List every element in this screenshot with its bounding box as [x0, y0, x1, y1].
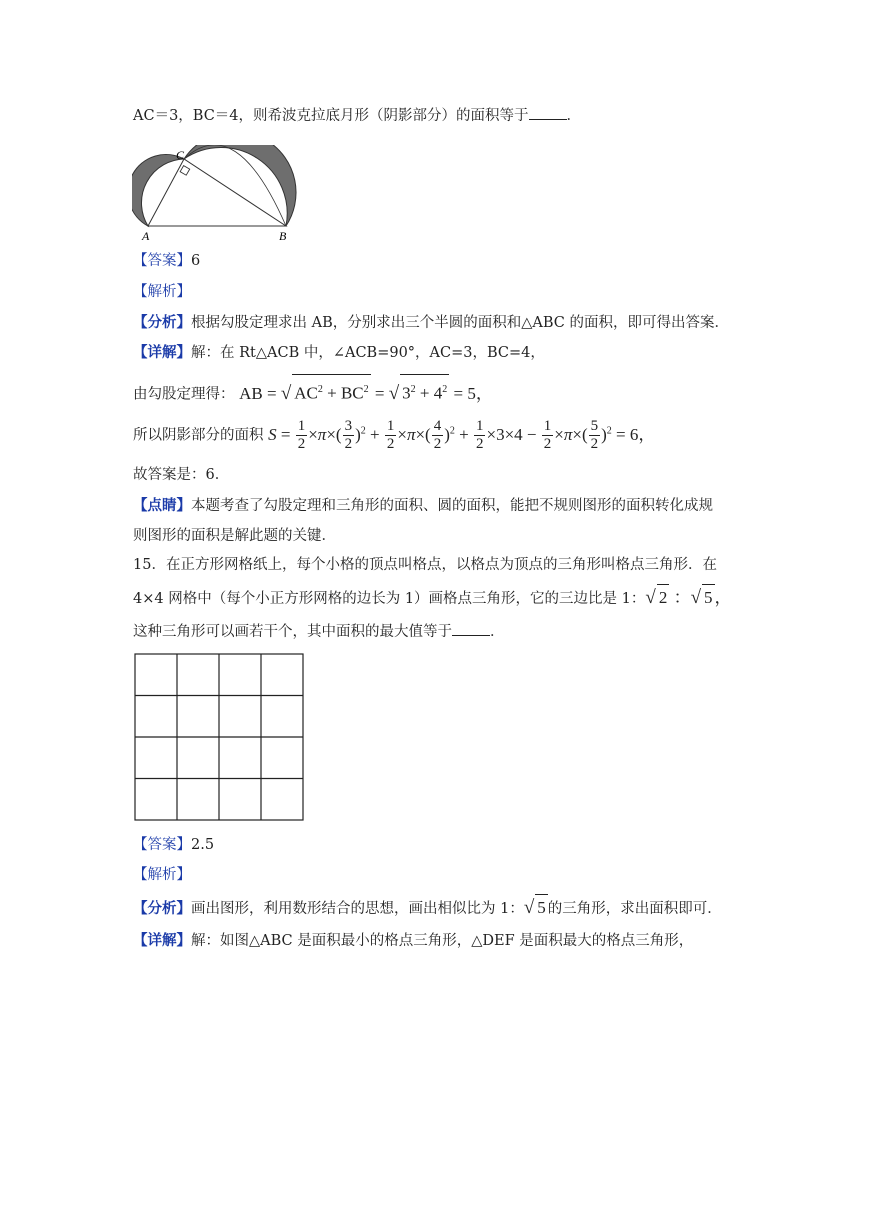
- q14-dianjing-2: 则图形的面积是解此题的关键．: [133, 528, 336, 544]
- q14-answer: 【答案】6: [133, 253, 201, 269]
- answer-blank-2: [452, 623, 490, 636]
- q15-line1: 15．在正方形网格纸上，每个小格的顶点叫格点，以格点为顶点的三角形叫格点三角形．在: [133, 557, 717, 573]
- q15-analysis-tag: 【解析】: [133, 867, 191, 883]
- q14-conclusion: 故答案是：6．: [133, 467, 230, 483]
- q14-fenxi: 【分析】根据勾股定理求出 AB，分别求出三个半圆的面积和△ABC 的面积，即可得出答案．: [133, 314, 729, 331]
- q14-gougu: 由勾股定理得： AB = √ $AC^2 + BC^2$ = √ $3^2 + 4^2 = 5$，: [133, 374, 493, 410]
- q15-line2: 4×4 网格中（每个小正方形网格的边长为 1）画格点三角形，它的三边比是 1：√ 2 ：√ 5 ，: [133, 584, 732, 612]
- answer-blank: [529, 107, 567, 120]
- q15-xiangjie: 【详解】解：如图△ABC 是面积最小的格点三角形，△DEF 是面积最大的格点三角形，: [133, 932, 694, 949]
- q14-analysis-tag: 【解析】: [133, 284, 191, 300]
- label-a: A: [142, 229, 150, 243]
- q15-fenxi: 【分析】画出图形，利用数形结合的思想，画出相似比为 1：√ 5 的三角形，求出面积即可．: [133, 894, 722, 922]
- grid-figure: [134, 653, 304, 821]
- q15-line3: 这种三角形可以画若干个，其中面积的最大值等于 ．: [133, 624, 505, 640]
- area-formula: S = $\frac{1}{2}$ ×π×( $\frac{3}{2}$ )$^2$ + $\frac{1}{2}$ ×π×( $\frac{4}{2}$ )$^2$ + $\frac{1}{2}$ ×3×4 − $\frac{1}{2}$ ×π×( $\frac{5}{2}$ )$^2$ = 6，: [268, 418, 656, 453]
- label-c: C: [176, 148, 185, 162]
- q14-area: 所以阴影部分的面积 S = $\frac{1}{2}$ ×π×( $\frac{3}{2}$ )$^2$ + $\frac{1}{2}$ ×π×( $\frac{4}{2}$ )$^2$ + $\frac{1}{2}$ ×3×4 − $\frac{1}{2}$ ×π×( $\frac{5}{2}$ )$^2$ = 6，: [133, 418, 656, 453]
- q14-dianjing: 【点睛】本题考查了勾股定理和三角形的面积、圆的面积，能把不规则图形的面积转化成规: [133, 497, 713, 514]
- q15-answer: 【答案】2.5: [133, 837, 215, 853]
- label-b: B: [279, 229, 287, 243]
- q14-line1: AC＝3，BC＝4，则希波克拉底月形（阴影部分）的面积等于 ．: [133, 108, 582, 124]
- lune-figure: [132, 145, 297, 245]
- gougu-formula: AB = √ $AC^2 + BC^2$ = √ $3^2 + 4^2 = 5$，: [239, 384, 493, 403]
- q14-xiangjie: 【详解】解：在 Rt△ACB 中，∠ACB=90°，AC=3，BC=4，: [133, 344, 545, 361]
